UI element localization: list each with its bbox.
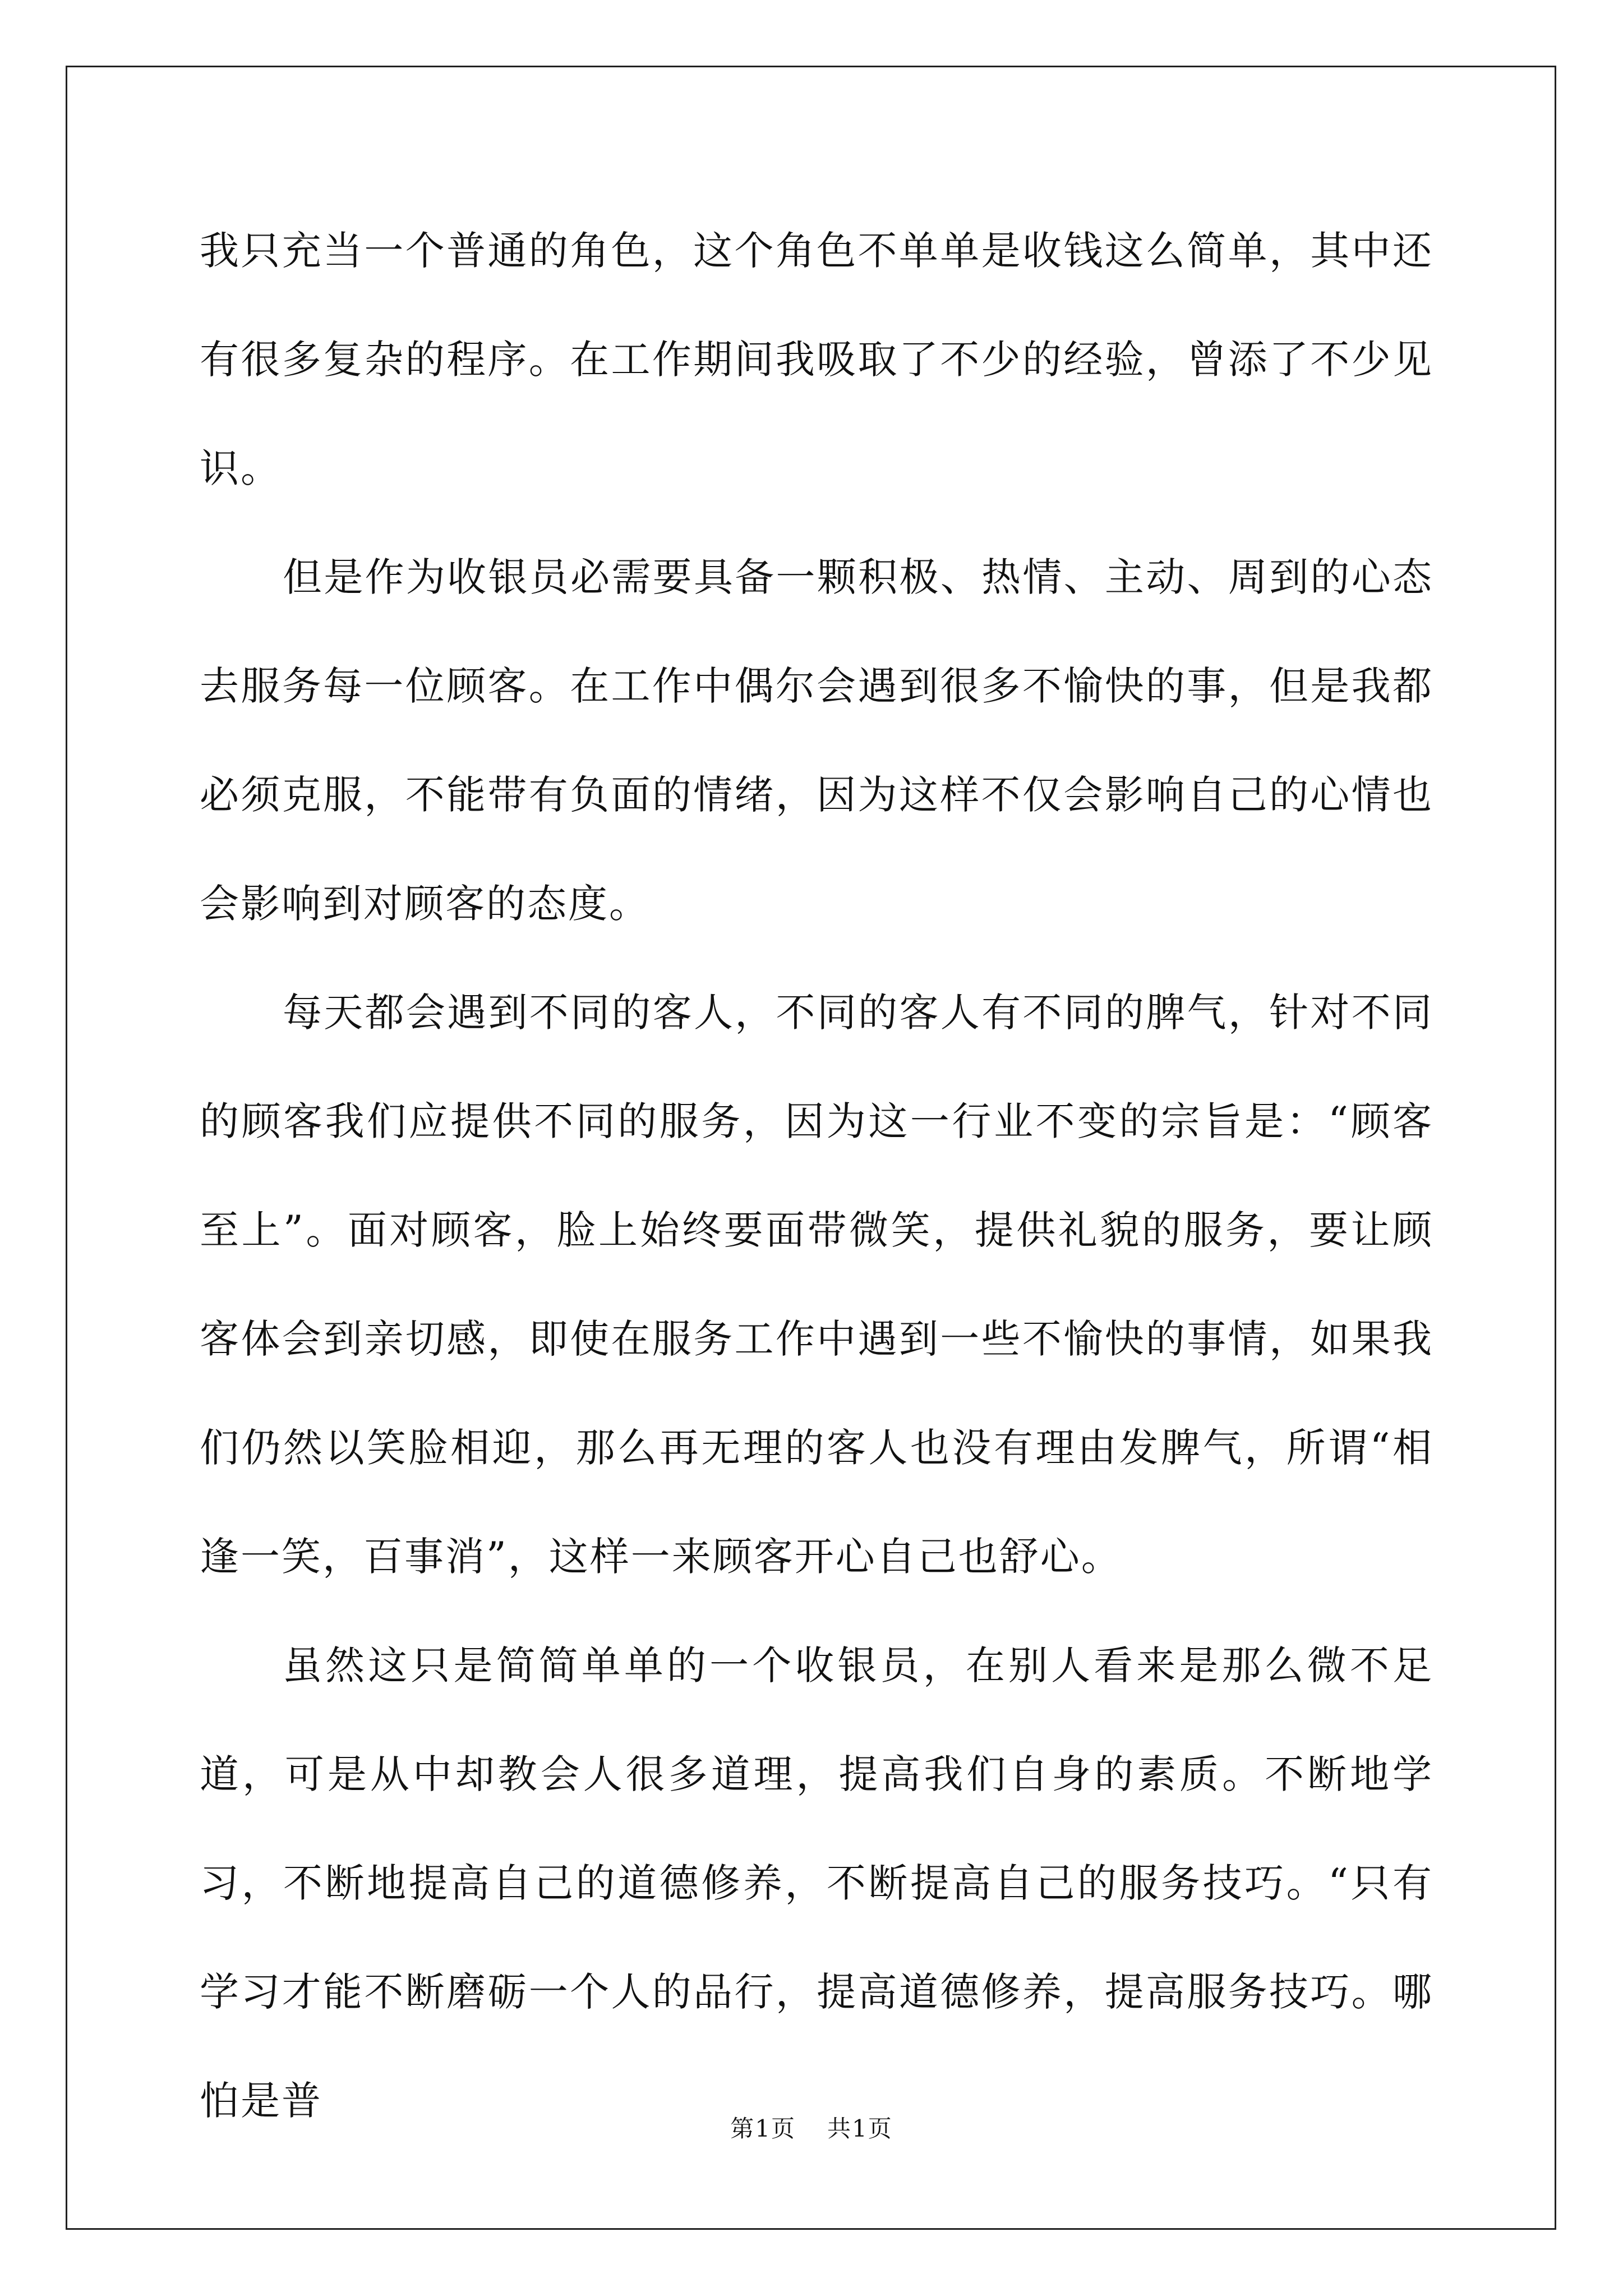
page-footer [0,2112,1623,2146]
document-body [200,196,1433,2155]
paragraph-1: 我只充当一个普通的角色，这个角色不单单是收钱这么简单，其中还有很多复杂的程序。在工作期间我吸取了不少的经验，曾添了不少见识。 [200,228,1433,491]
paragraph-3: 每天都会遇到不同的客人，不同的客人有不同的脾气，针对不同的顾客我们应提供不同的服务，因为这一行业不变的宗旨是：“顾客至上”。面对顾客，脸上始终要面带微笑，提供礼貌的服务，要让顾客体会到亲切感，即使在服务工作中遇到一些不愉快的事情，如果我们仍然以笑脸相迎，那么再无理的客人也没有理由发脾气，所谓“相逢一笑，百事消”，这样一来顾客开心自己也舒心。 [200,990,1433,1580]
page-number: 第1页 [730,2115,796,2142]
page-total: 共1页 [827,2115,893,2142]
paragraph-2: 但是作为收银员必需要具备一颗积极、热情、主动、周到的心态去服务每一位顾客。在工作中偶尔会遇到很多不愉快的事，但是我都必须克服，不能带有负面的情绪，因为这样不仅会影响自己的心情也会影响到对顾客的态度。 [200,554,1433,927]
paragraph-4: 虽然这只是简简单单的一个收银员，在别人看来是那么微不足道，可是从中却教会人很多道理，提高我们自身的素质。不断地学习，不断地提高自己的道德修养，不断提高自己的服务技巧。“只有学习才能不断磨砺一个人的品行，提高道德修养，提高服务技巧。哪怕是普 [200,1642,1433,2124]
